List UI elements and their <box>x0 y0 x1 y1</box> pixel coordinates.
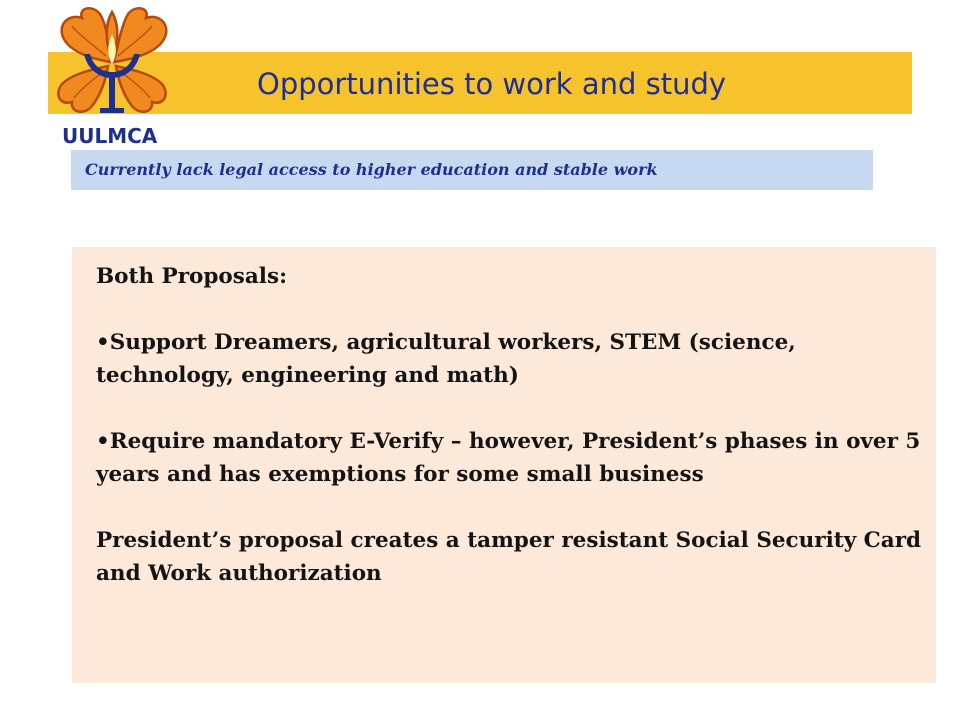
uulmca-logo <box>48 4 178 122</box>
bullet-item: •Support Dreamers, agricultural workers, STEM (science, technology, engineering and math) <box>96 330 796 388</box>
page-title: Opportunities to work and study <box>257 67 727 101</box>
bullet-item: •Require mandatory E-Verify – however, President’s phases in over 5 years and has exemptions for some small business <box>96 429 921 487</box>
content-body <box>96 260 926 590</box>
subtitle: Currently lack legal access to higher education and stable work <box>85 160 658 179</box>
spacer <box>96 491 926 524</box>
content-heading: Both Proposals: <box>96 264 288 289</box>
closing-statement: President’s proposal creates a tamper resistant Social Security Card and Work authorization <box>96 528 922 586</box>
logo-text: UULMCA <box>62 124 158 148</box>
spacer <box>96 293 926 326</box>
spacer <box>96 392 926 425</box>
